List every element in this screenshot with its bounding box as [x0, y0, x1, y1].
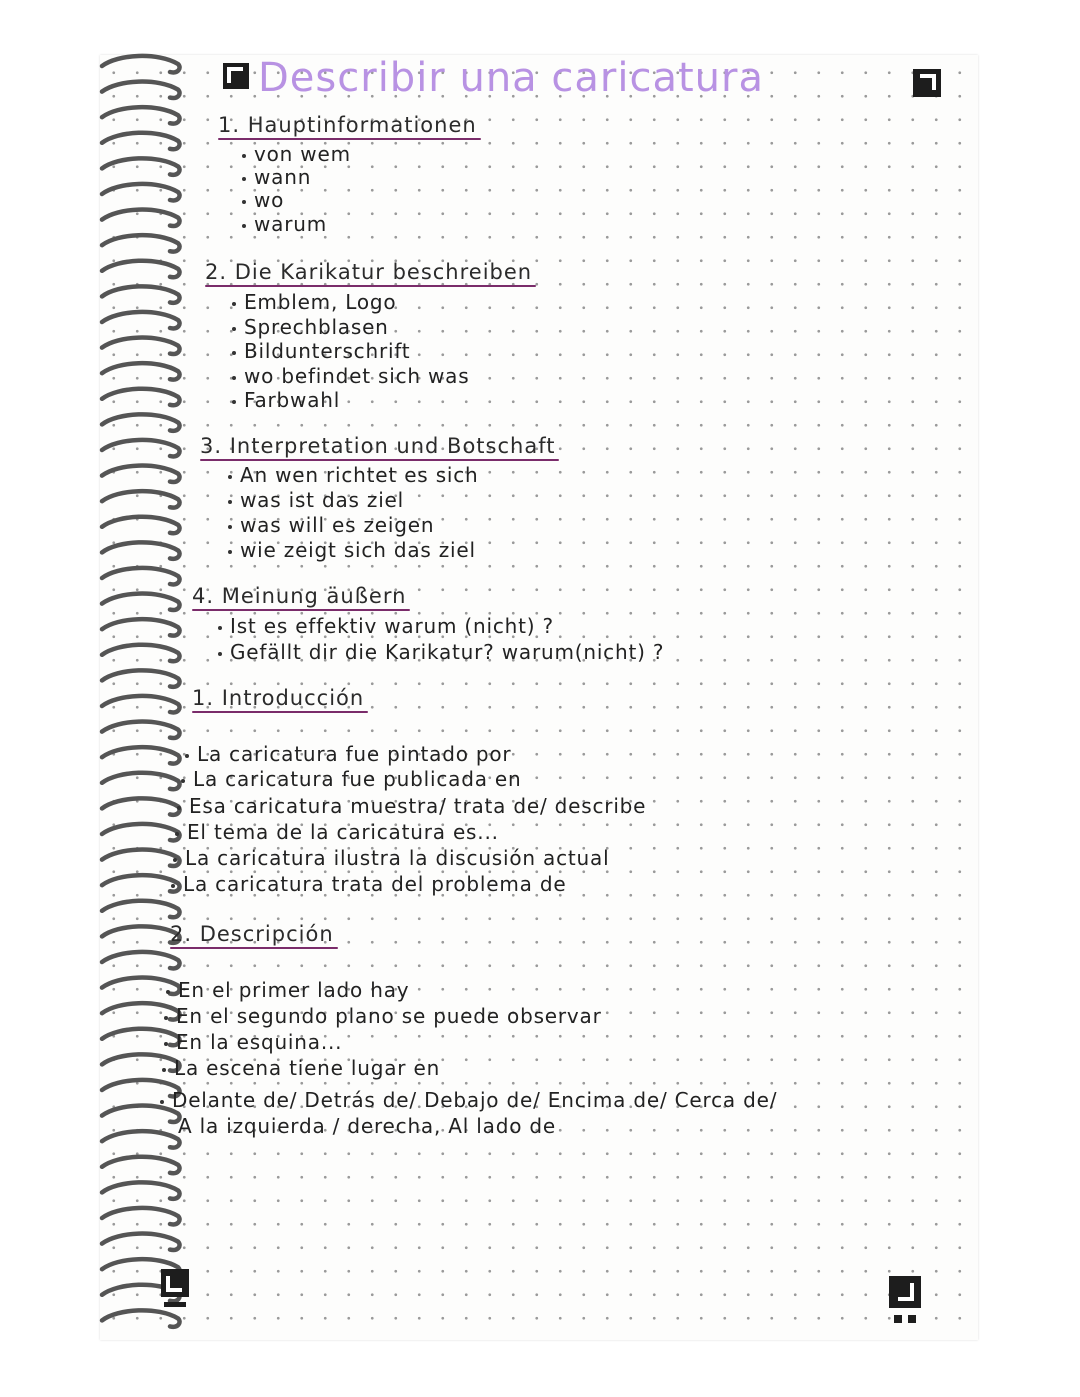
- list-item: An wen richtet es sich: [228, 463, 479, 487]
- corner-marker-bottom-left-icon: [160, 1268, 190, 1310]
- section-heading: 1. Hauptinformationen: [218, 113, 477, 137]
- spiral-coil: [102, 594, 180, 610]
- list-item: Delante de/ Detrás de/ Debajo de/ Encima de/ Cerca de/: [160, 1088, 777, 1112]
- spiral-coil: [102, 158, 180, 174]
- spiral-coil: [102, 875, 180, 891]
- corner-marker-top-right-icon: [912, 68, 942, 98]
- spiral-coil: [102, 824, 180, 840]
- list-item: Ist es effektiv warum (nicht) ?: [218, 614, 554, 638]
- list-item: wo befindet sich was: [232, 364, 469, 388]
- spiral-coil: [102, 286, 180, 302]
- list-item: Emblem, Logo: [232, 290, 396, 314]
- list-item: wo: [242, 188, 284, 212]
- spiral-coil: [102, 619, 180, 635]
- spiral-coil: [102, 389, 180, 405]
- spiral-coil: [102, 363, 180, 379]
- spiral-coil: [102, 517, 180, 533]
- section-heading: 3. Interpretation und Botschaft: [200, 434, 555, 458]
- spiral-coil: [102, 56, 180, 72]
- spiral-coil: [102, 210, 180, 226]
- list-item: warum: [242, 212, 327, 236]
- spiral-coil: [102, 542, 180, 558]
- list-item: A la izquierda / derecha, Al lado de: [178, 1114, 556, 1138]
- spiral-binding: [98, 50, 188, 1340]
- list-item: Esa caricatura muestra/ trata de/ describe: [177, 794, 646, 818]
- list-item: La caricatura fue publicada en: [181, 767, 522, 791]
- section-heading: 4. Meinung äußern: [192, 584, 406, 608]
- list-item: En el segundo plano se puede observar: [164, 1004, 602, 1028]
- list-item: En el primer lado hay: [166, 978, 409, 1002]
- spiral-coil: [102, 312, 180, 328]
- list-item: El tema de la caricatura es...: [175, 820, 499, 844]
- spiral-coil: [102, 747, 180, 763]
- spiral-coil: [102, 1234, 180, 1250]
- list-item: Gefällt dir die Karikatur? warum(nicht) ?: [218, 640, 664, 664]
- list-item: wie zeigt sich das ziel: [228, 538, 476, 562]
- spiral-coil: [102, 850, 180, 866]
- list-item: Farbwahl: [232, 388, 340, 412]
- spiral-coil: [102, 926, 180, 942]
- page-title: Describir una caricatura: [258, 55, 764, 101]
- spiral-coil: [102, 235, 180, 251]
- section-heading: 1. Introducción: [192, 686, 364, 710]
- list-item: En la esquina...: [164, 1030, 342, 1054]
- spiral-coil: [102, 82, 180, 98]
- list-item: Bildunterschrift: [232, 339, 410, 363]
- spiral-coil: [102, 440, 180, 456]
- list-item: Sprechblasen: [232, 315, 389, 339]
- spiral-coil: [102, 466, 180, 482]
- spiral-coil: [102, 670, 180, 686]
- spiral-coil: [102, 1182, 180, 1198]
- corner-marker-top-left-icon: [222, 62, 250, 90]
- spiral-coil: [102, 773, 180, 789]
- spiral-coil: [102, 414, 180, 430]
- list-item: was will es zeigen: [228, 513, 434, 537]
- spiral-coil: [102, 645, 180, 661]
- spiral-coil: [102, 107, 180, 123]
- corner-marker-bottom-right-icon: [888, 1275, 922, 1325]
- spiral-coil: [102, 491, 180, 507]
- spiral-coil: [102, 722, 180, 738]
- spiral-coil: [102, 261, 180, 277]
- spiral-coil: [102, 1157, 180, 1173]
- list-item: von wem: [242, 142, 351, 166]
- spiral-coil: [102, 696, 180, 712]
- section-heading: 2. Die Karikatur beschreiben: [205, 260, 532, 284]
- spiral-coil: [102, 798, 180, 814]
- list-item: La caricatura fue pintado por: [185, 742, 511, 766]
- list-item: La caricatura trata del problema de: [171, 872, 566, 896]
- spiral-coil: [102, 184, 180, 200]
- list-item: La caricatura ilustra la discusión actual: [173, 846, 609, 870]
- section-heading: 2. Descripción: [170, 922, 334, 946]
- spiral-coil: [102, 568, 180, 584]
- spiral-coil: [102, 1310, 180, 1326]
- spiral-coil: [102, 1131, 180, 1147]
- spiral-coil: [102, 133, 180, 149]
- spiral-coil: [102, 1208, 180, 1224]
- list-item: wann: [242, 165, 311, 189]
- spiral-coil: [102, 901, 180, 917]
- spiral-coil: [102, 952, 180, 968]
- list-item: La escena tiene lugar en: [162, 1056, 440, 1080]
- spiral-coil: [102, 338, 180, 354]
- list-item: was ist das ziel: [228, 488, 404, 512]
